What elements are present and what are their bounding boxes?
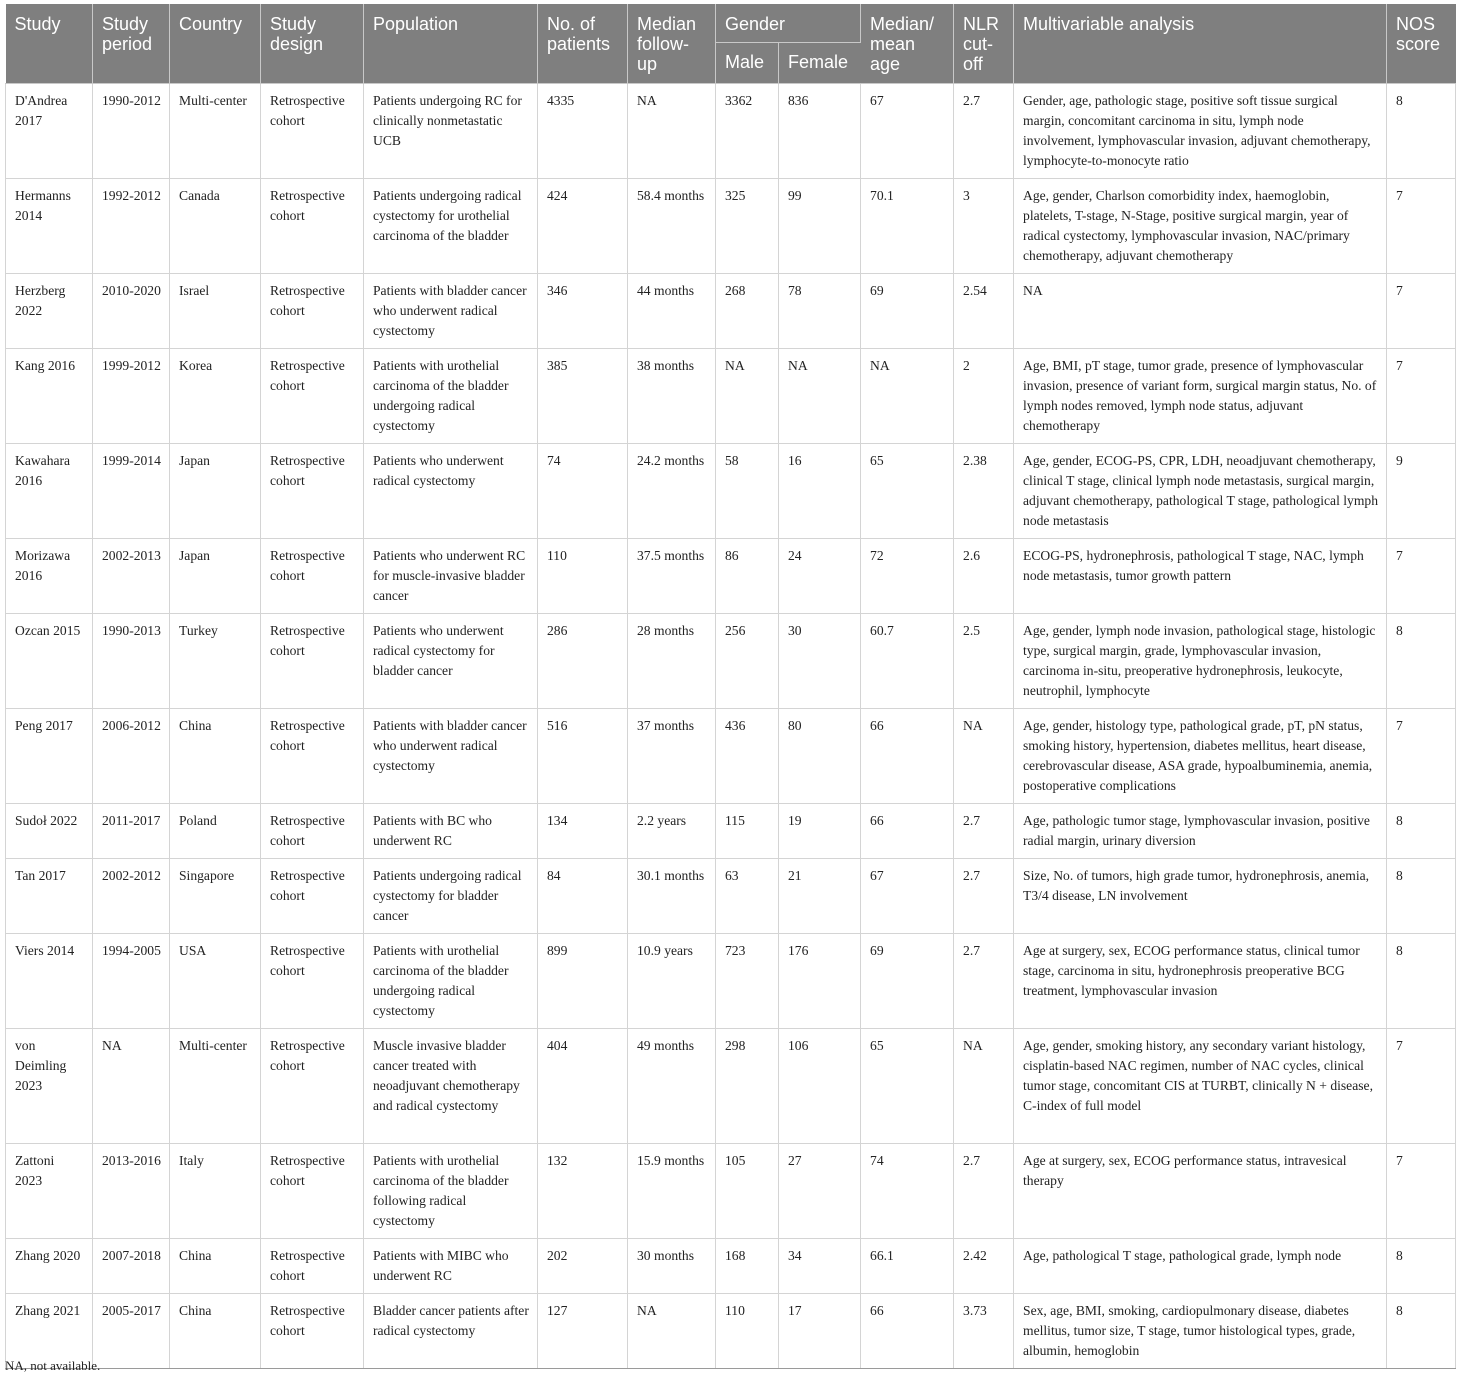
cell-female: 21 — [779, 859, 861, 934]
header-study: Study — [6, 4, 93, 84]
cell-period: 1990-2013 — [93, 614, 170, 709]
cell-design: Retrospective cohort — [261, 179, 364, 274]
cell-country: USA — [170, 934, 261, 1029]
cell-population: Patients who underwent RC for muscle-invasive bladder cancer — [364, 539, 538, 614]
cell-country: China — [170, 709, 261, 804]
cell-nlr: 2.7 — [954, 1144, 1014, 1239]
cell-nlr: 2.7 — [954, 934, 1014, 1029]
cell-country: Singapore — [170, 859, 261, 934]
cell-male: 58 — [716, 444, 779, 539]
cell-population: Patients with urothelial carcinoma of the bladder undergoing radical cystectomy — [364, 934, 538, 1029]
header-country: Country — [170, 4, 261, 84]
cell-age: 67 — [861, 859, 954, 934]
cell-study: Ozcan 2015 — [6, 614, 93, 709]
cell-analysis: ECOG-PS, hydronephrosis, pathological T stage, NAC, lymph node metastasis, tumor growth pattern — [1014, 539, 1387, 614]
cell-nlr: NA — [954, 709, 1014, 804]
cell-patients: 286 — [538, 614, 628, 709]
cell-patients: 385 — [538, 349, 628, 444]
cell-age: 60.7 — [861, 614, 954, 709]
header-male: Male — [716, 43, 779, 84]
cell-country: Israel — [170, 274, 261, 349]
cell-nos: 8 — [1387, 614, 1456, 709]
cell-followup: 15.9 months — [628, 1144, 716, 1239]
cell-country: Italy — [170, 1144, 261, 1239]
cell-age: 66 — [861, 804, 954, 859]
cell-female: 30 — [779, 614, 861, 709]
cell-followup: 30.1 months — [628, 859, 716, 934]
cell-age: 74 — [861, 1144, 954, 1239]
cell-period: 2005-2017 — [93, 1294, 170, 1369]
cell-male: 298 — [716, 1029, 779, 1144]
cell-female: 80 — [779, 709, 861, 804]
cell-analysis: Age, pathologic tumor stage, lymphovascular invasion, positive radial margin, urinary diversion — [1014, 804, 1387, 859]
cell-population: Patients who underwent radical cystectomy for bladder cancer — [364, 614, 538, 709]
cell-design: Retrospective cohort — [261, 1144, 364, 1239]
cell-male: 86 — [716, 539, 779, 614]
cell-nlr: 2.42 — [954, 1239, 1014, 1294]
cell-nos: 7 — [1387, 1029, 1456, 1144]
cell-followup: NA — [628, 84, 716, 179]
cell-male: 168 — [716, 1239, 779, 1294]
table-row — [6, 934, 1456, 1029]
cell-nos: 8 — [1387, 934, 1456, 1029]
header-nos-score: NOS score — [1387, 4, 1456, 84]
cell-country: Korea — [170, 349, 261, 444]
cell-study: Herzberg 2022 — [6, 274, 93, 349]
header-study-period: Study period — [93, 4, 170, 84]
cell-population: Bladder cancer patients after radical cystectomy — [364, 1294, 538, 1369]
cell-analysis: Gender, age, pathologic stage, positive soft tissue surgical margin, concomitant carcinoma in situ, lymph node involvement, lymphovascular invasion, adjuvant chemotherapy, lymphocyte-to-monocyte ratio — [1014, 84, 1387, 179]
cell-nos: 8 — [1387, 859, 1456, 934]
cell-study: Tan 2017 — [6, 859, 93, 934]
cell-period: 1992-2012 — [93, 179, 170, 274]
cell-female: 106 — [779, 1029, 861, 1144]
table-footnote: NA, not available. — [5, 1358, 101, 1373]
cell-study: Sudoł 2022 — [6, 804, 93, 859]
table-row — [6, 709, 1456, 804]
cell-analysis: NA — [1014, 274, 1387, 349]
cell-nos: 7 — [1387, 179, 1456, 274]
cell-analysis: Age at surgery, sex, ECOG performance status, clinical tumor stage, carcinoma in situ, hydronephrosis preoperative BCG treatment, lymphovascular invasion — [1014, 934, 1387, 1029]
cell-female: 34 — [779, 1239, 861, 1294]
cell-period: NA — [93, 1029, 170, 1144]
cell-nlr: 2.38 — [954, 444, 1014, 539]
cell-analysis: Size, No. of tumors, high grade tumor, hydronephrosis, anemia, T3/4 disease, LN involvement — [1014, 859, 1387, 934]
cell-period: 1999-2012 — [93, 349, 170, 444]
cell-analysis: Age at surgery, sex, ECOG performance status, intravesical therapy — [1014, 1144, 1387, 1239]
cell-period: 2006-2012 — [93, 709, 170, 804]
cell-study: Kawahara 2016 — [6, 444, 93, 539]
cell-patients: 346 — [538, 274, 628, 349]
header-multivariable-analysis: Multivariable analysis — [1014, 4, 1387, 84]
cell-nlr: 2.54 — [954, 274, 1014, 349]
cell-nos: 8 — [1387, 1294, 1456, 1369]
header-median-age: Median/ mean age — [861, 4, 954, 84]
cell-study: Hermanns 2014 — [6, 179, 93, 274]
cell-population: Patients undergoing RC for clinically nonmetastatic UCB — [364, 84, 538, 179]
cell-patients: 424 — [538, 179, 628, 274]
cell-female: NA — [779, 349, 861, 444]
cell-female: 78 — [779, 274, 861, 349]
table-row — [6, 539, 1456, 614]
cell-female: 17 — [779, 1294, 861, 1369]
cell-analysis: Age, gender, smoking history, any secondary variant histology, cisplatin-based NAC regimen, number of NAC cycles, clinical tumor stage, concomitant CIS at TURBT, clinically N + disease, C-index of full model — [1014, 1029, 1387, 1144]
cell-followup: 30 months — [628, 1239, 716, 1294]
cell-country: Japan — [170, 539, 261, 614]
cell-period: 2007-2018 — [93, 1239, 170, 1294]
cell-male: 63 — [716, 859, 779, 934]
header-study-design: Study design — [261, 4, 364, 84]
cell-design: Retrospective cohort — [261, 444, 364, 539]
cell-population: Patients who underwent radical cystectomy — [364, 444, 538, 539]
cell-male: 110 — [716, 1294, 779, 1369]
table-container — [5, 4, 1455, 1369]
cell-country: Turkey — [170, 614, 261, 709]
cell-design: Retrospective cohort — [261, 1239, 364, 1294]
cell-age: 70.1 — [861, 179, 954, 274]
cell-age: 66.1 — [861, 1239, 954, 1294]
cell-nos: 7 — [1387, 274, 1456, 349]
cell-followup: 37 months — [628, 709, 716, 804]
cell-nlr: NA — [954, 1029, 1014, 1144]
cell-period: 1990-2012 — [93, 84, 170, 179]
cell-patients: 127 — [538, 1294, 628, 1369]
cell-male: 268 — [716, 274, 779, 349]
cell-population: Patients with BC who underwent RC — [364, 804, 538, 859]
cell-followup: 10.9 years — [628, 934, 716, 1029]
cell-followup: 38 months — [628, 349, 716, 444]
cell-population: Patients with urothelial carcinoma of the bladder undergoing radical cystectomy — [364, 349, 538, 444]
cell-age: 69 — [861, 274, 954, 349]
cell-country: China — [170, 1239, 261, 1294]
cell-followup: 58.4 months — [628, 179, 716, 274]
cell-male: 115 — [716, 804, 779, 859]
cell-male: 723 — [716, 934, 779, 1029]
cell-followup: 49 months — [628, 1029, 716, 1144]
table-row — [6, 274, 1456, 349]
cell-population: Patients with urothelial carcinoma of the bladder following radical cystectomy — [364, 1144, 538, 1239]
cell-nlr: 3.73 — [954, 1294, 1014, 1369]
cell-patients: 202 — [538, 1239, 628, 1294]
cell-female: 19 — [779, 804, 861, 859]
cell-design: Retrospective cohort — [261, 614, 364, 709]
cell-country: Japan — [170, 444, 261, 539]
cell-period: 2013-2016 — [93, 1144, 170, 1239]
cell-nlr: 2 — [954, 349, 1014, 444]
cell-design: Retrospective cohort — [261, 1029, 364, 1144]
cell-female: 24 — [779, 539, 861, 614]
cell-design: Retrospective cohort — [261, 349, 364, 444]
cell-period: 2002-2012 — [93, 859, 170, 934]
cell-female: 836 — [779, 84, 861, 179]
cell-nos: 7 — [1387, 539, 1456, 614]
cell-study: Peng 2017 — [6, 709, 93, 804]
cell-analysis: Age, gender, lymph node invasion, pathological stage, histologic type, surgical margin, grade, lymphovascular invasion, carcinoma in-situ, preoperative hydronephrosis, leukocyte, neutrophil, lymphocyte — [1014, 614, 1387, 709]
cell-nlr: 2.7 — [954, 859, 1014, 934]
cell-design: Retrospective cohort — [261, 934, 364, 1029]
header-no-patients: No. of patients — [538, 4, 628, 84]
cell-male: 256 — [716, 614, 779, 709]
cell-nos: 8 — [1387, 804, 1456, 859]
cell-nos: 7 — [1387, 709, 1456, 804]
cell-male: 3362 — [716, 84, 779, 179]
cell-followup: 28 months — [628, 614, 716, 709]
cell-study: von Deimling 2023 — [6, 1029, 93, 1144]
cell-analysis: Age, gender, histology type, pathological grade, pT, pN status, smoking history, hypertension, diabetes mellitus, heart disease, cerebrovascular disease, ASA grade, hypoalbuminemia, anemia, postoperative complications — [1014, 709, 1387, 804]
cell-followup: 37.5 months — [628, 539, 716, 614]
table-row — [6, 1239, 1456, 1294]
cell-population: Patients with MIBC who underwent RC — [364, 1239, 538, 1294]
table-row — [6, 1029, 1456, 1144]
cell-study: Viers 2014 — [6, 934, 93, 1029]
header-median-followup: Median follow-up — [628, 4, 716, 84]
table-row — [6, 804, 1456, 859]
cell-followup: NA — [628, 1294, 716, 1369]
cell-patients: 134 — [538, 804, 628, 859]
cell-analysis: Age, pathological T stage, pathological grade, lymph node — [1014, 1239, 1387, 1294]
cell-design: Retrospective cohort — [261, 859, 364, 934]
cell-country: Multi-center — [170, 1029, 261, 1144]
cell-population: Muscle invasive bladder cancer treated with neoadjuvant chemotherapy and radical cystectomy — [364, 1029, 538, 1144]
table-row — [6, 859, 1456, 934]
cell-nlr: 2.7 — [954, 84, 1014, 179]
cell-analysis: Sex, age, BMI, smoking, cardiopulmonary disease, diabetes mellitus, tumor size, T stage, tumor histological types, grade, albumin, hemoglobin — [1014, 1294, 1387, 1369]
cell-male: 325 — [716, 179, 779, 274]
header-gender: Gender — [716, 4, 861, 43]
cell-population: Patients undergoing radical cystectomy for urothelial carcinoma of the bladder — [364, 179, 538, 274]
cell-female: 16 — [779, 444, 861, 539]
cell-country: China — [170, 1294, 261, 1369]
cell-population: Patients undergoing radical cystectomy for bladder cancer — [364, 859, 538, 934]
cell-nos: 7 — [1387, 349, 1456, 444]
cell-female: 176 — [779, 934, 861, 1029]
cell-male: 105 — [716, 1144, 779, 1239]
cell-country: Canada — [170, 179, 261, 274]
cell-period: 2010-2020 — [93, 274, 170, 349]
table-row — [6, 84, 1456, 179]
cell-age: 66 — [861, 1294, 954, 1369]
cell-nos: 9 — [1387, 444, 1456, 539]
cell-followup: 44 months — [628, 274, 716, 349]
cell-study: Kang 2016 — [6, 349, 93, 444]
cell-male: NA — [716, 349, 779, 444]
header-population: Population — [364, 4, 538, 84]
cell-age: NA — [861, 349, 954, 444]
cell-patients: 516 — [538, 709, 628, 804]
cell-female: 27 — [779, 1144, 861, 1239]
cell-period: 1994-2005 — [93, 934, 170, 1029]
cell-country: Multi-center — [170, 84, 261, 179]
cell-patients: 74 — [538, 444, 628, 539]
cell-nlr: 2.5 — [954, 614, 1014, 709]
cell-nlr: 3 — [954, 179, 1014, 274]
cell-period: 1999-2014 — [93, 444, 170, 539]
cell-study: Zhang 2020 — [6, 1239, 93, 1294]
table-row — [6, 614, 1456, 709]
cell-study: D'Andrea 2017 — [6, 84, 93, 179]
cell-study: Zattoni 2023 — [6, 1144, 93, 1239]
cell-age: 66 — [861, 709, 954, 804]
table-row — [6, 179, 1456, 274]
cell-design: Retrospective cohort — [261, 539, 364, 614]
cell-patients: 4335 — [538, 84, 628, 179]
table-row — [6, 349, 1456, 444]
cell-analysis: Age, gender, ECOG-PS, CPR, LDH, neoadjuvant chemotherapy, clinical T stage, clinical lymph node metastasis, surgical margin, adjuvant chemotherapy, pathological T stage, pathological lymph node metastasis — [1014, 444, 1387, 539]
cell-design: Retrospective cohort — [261, 84, 364, 179]
cell-followup: 24.2 months — [628, 444, 716, 539]
cell-patients: 84 — [538, 859, 628, 934]
cell-nos: 7 — [1387, 1144, 1456, 1239]
cell-patients: 899 — [538, 934, 628, 1029]
cell-nos: 8 — [1387, 84, 1456, 179]
cell-design: Retrospective cohort — [261, 804, 364, 859]
cell-population: Patients with bladder cancer who underwent radical cystectomy — [364, 274, 538, 349]
study-characteristics-table — [5, 4, 1456, 1369]
cell-followup: 2.2 years — [628, 804, 716, 859]
cell-female: 99 — [779, 179, 861, 274]
cell-analysis: Age, gender, Charlson comorbidity index, haemoglobin, platelets, T-stage, N-Stage, positive surgical margin, year of radical cystectomy, lymphovascular invasion, NAC/primary chemotherapy, adjuvant chemotherapy — [1014, 179, 1387, 274]
cell-nos: 8 — [1387, 1239, 1456, 1294]
cell-study: Morizawa 2016 — [6, 539, 93, 614]
cell-age: 72 — [861, 539, 954, 614]
header-nlr-cutoff: NLR cut-off — [954, 4, 1014, 84]
cell-design: Retrospective cohort — [261, 709, 364, 804]
table-row — [6, 1294, 1456, 1369]
header-female: Female — [779, 43, 861, 84]
cell-patients: 110 — [538, 539, 628, 614]
cell-age: 65 — [861, 444, 954, 539]
cell-population: Patients with bladder cancer who underwent radical cystectomy — [364, 709, 538, 804]
table-row — [6, 444, 1456, 539]
cell-patients: 132 — [538, 1144, 628, 1239]
cell-country: Poland — [170, 804, 261, 859]
cell-male: 436 — [716, 709, 779, 804]
cell-patients: 404 — [538, 1029, 628, 1144]
cell-analysis: Age, BMI, pT stage, tumor grade, presence of lymphovascular invasion, presence of variant form, surgical margin status, No. of lymph nodes removed, lymph node status, adjuvant chemotherapy — [1014, 349, 1387, 444]
table-row — [6, 1144, 1456, 1239]
cell-age: 69 — [861, 934, 954, 1029]
cell-study: Zhang 2021 — [6, 1294, 93, 1369]
cell-age: 67 — [861, 84, 954, 179]
cell-period: 2011-2017 — [93, 804, 170, 859]
cell-design: Retrospective cohort — [261, 274, 364, 349]
cell-nlr: 2.6 — [954, 539, 1014, 614]
cell-period: 2002-2013 — [93, 539, 170, 614]
cell-age: 65 — [861, 1029, 954, 1144]
cell-design: Retrospective cohort — [261, 1294, 364, 1369]
cell-nlr: 2.7 — [954, 804, 1014, 859]
